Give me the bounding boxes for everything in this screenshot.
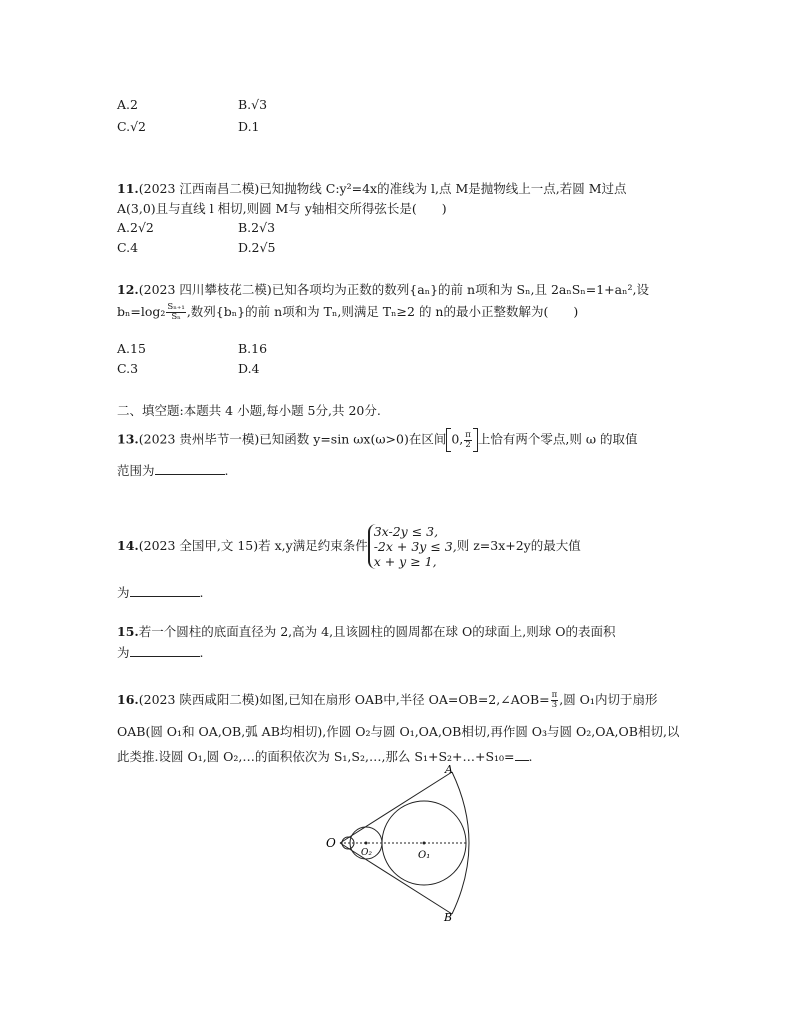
answer-blank-16[interactable] (515, 748, 529, 761)
answer-blank-13[interactable] (155, 462, 225, 475)
q12-text2-post: ,数列{bₙ}的前 n项和为 Tₙ,则满足 Tₙ≥2 的 n的最小正整数解为( ) (186, 304, 579, 319)
q11-option-b: B.2√3 (238, 220, 276, 235)
q15-number: 15. (117, 624, 139, 639)
q16-number: 16. (117, 692, 139, 707)
constraint-3: x + y ≥ 1, (373, 554, 437, 569)
section-heading: 二、填空题:本题共 4 小题,每小题 5分,共 20分. (117, 403, 381, 418)
q14-end: . (199, 585, 204, 600)
q16-frac-num: π (551, 690, 558, 700)
q10-option-b: B.√3 (238, 97, 268, 112)
q13-interval-left: 0, (451, 431, 464, 447)
q12-option-d: D.4 (238, 361, 260, 376)
q13-text-post: 上恰有两个零点,则 ω 的取值 (477, 431, 638, 447)
q16-text1-pre: (2023 陕西咸阳二模)如图,已知在扇形 OAB中,半径 OA=OB=2,∠AOB= (138, 692, 550, 707)
q12-option-b: B.16 (238, 341, 268, 356)
q13-frac-den: 2 (465, 439, 471, 450)
q16-frac-den: 3 (551, 700, 558, 710)
q14-line1 (117, 524, 581, 569)
q15-end: . (199, 645, 204, 660)
q13-frac-num: π (465, 429, 471, 440)
q13-number: 13. (117, 431, 139, 447)
label-O: O (326, 836, 336, 850)
q12-option-c: C.3 (117, 361, 139, 376)
q13-text2: 范围为 (117, 463, 155, 478)
answer-blank-14[interactable] (130, 584, 200, 597)
center-O2 (365, 842, 368, 845)
q10-option-c: C.√2 (117, 119, 147, 134)
q12-frac-num: Sₙ₊₁ (167, 302, 185, 312)
q13-end: . (224, 463, 229, 478)
q14-text-post: 则 z=3x+2y的最大值 (456, 538, 581, 553)
q15-line1 (117, 622, 615, 640)
q12-line1 (117, 280, 649, 298)
q14-text-pre: (2023 全国甲,文 15)若 x,y满足约束条件 (138, 538, 368, 553)
q11-number: 11. (117, 181, 139, 196)
q10-option-a: A.2 (117, 97, 138, 112)
q12-option-a: A.15 (117, 341, 146, 356)
q14-line2 (117, 583, 204, 601)
answer-blank-15[interactable] (130, 644, 200, 657)
q11-line1 (117, 179, 627, 197)
q16-end: . (528, 749, 533, 764)
center-O1 (423, 842, 426, 845)
q13-line1 (117, 428, 638, 452)
q11-text1: (2023 江西南昌二模)已知抛物线 C:y²=4x的准线为 l,点 M是抛物线上一点,若圆 M过点 (138, 181, 627, 196)
q16-text2: OAB(圆 O₁和 OA,OB,弧 AB均相切),作圆 O₂与圆 O₁,OA,OB相切,再作圆 O₃与圆 O₂,OA,OB相切,以 (117, 724, 680, 739)
sector-figure (318, 762, 498, 922)
radius-OA (340, 772, 452, 843)
q11-text2: A(3,0)且与直线 l 相切,则圆 M与 y轴相交所得弦长是( ) (117, 201, 447, 216)
q16-fraction (551, 691, 559, 710)
q11-option-c: C.4 (117, 240, 139, 255)
q11-option-a: A.2√2 (117, 220, 154, 235)
constraint-2: -2x + 3y ≤ 3, (373, 539, 457, 554)
q12-line2 (117, 302, 578, 322)
q13-text-pre: (2023 贵州毕节一模)已知函数 y=sin ωx(ω>0)在区间 (138, 431, 447, 447)
label-O1: O₁ (418, 850, 431, 861)
q13-line2 (117, 461, 229, 479)
q12-fraction (166, 303, 185, 322)
label-O2: O₂ (361, 848, 372, 858)
q12-frac-den: Sₙ (171, 312, 181, 322)
constraint-1: 3x-2y ≤ 3, (373, 524, 439, 539)
q12-number: 12. (117, 282, 139, 297)
q12-text2-pre: bₙ=log₂ (117, 304, 166, 319)
q11-option-d: D.2√5 (238, 240, 276, 255)
q15-line2 (117, 643, 204, 661)
q14-number: 14. (117, 538, 139, 553)
constraint-system (368, 524, 457, 569)
q15-text1: 若一个圆柱的底面直径为 2,高为 4,且该圆柱的圆周都在球 O的球面上,则球 O的表面积 (138, 624, 616, 639)
q15-text2: 为 (117, 645, 130, 660)
radius-OB (340, 843, 452, 914)
q13-fraction (464, 431, 472, 450)
q14-text2: 为 (117, 585, 130, 600)
q16-text3: 此类推.设圆 O₁,圆 O₂,…的面积依次为 S₁,S₂,…,那么 S₁+S₂+…+S₁₀= (117, 749, 515, 764)
label-A: A (445, 763, 453, 776)
q16-text1-post: ,圆 O₁内切于扇形 (559, 692, 658, 707)
label-B: B (444, 911, 453, 922)
q12-text1: (2023 四川攀枝花二模)已知各项均为正数的数列{aₙ}的前 n项和为 Sₙ,且 2aₙSₙ=1+aₙ²,设 (138, 282, 649, 297)
q16-line1 (117, 690, 657, 710)
q10-option-d: D.1 (238, 119, 260, 134)
